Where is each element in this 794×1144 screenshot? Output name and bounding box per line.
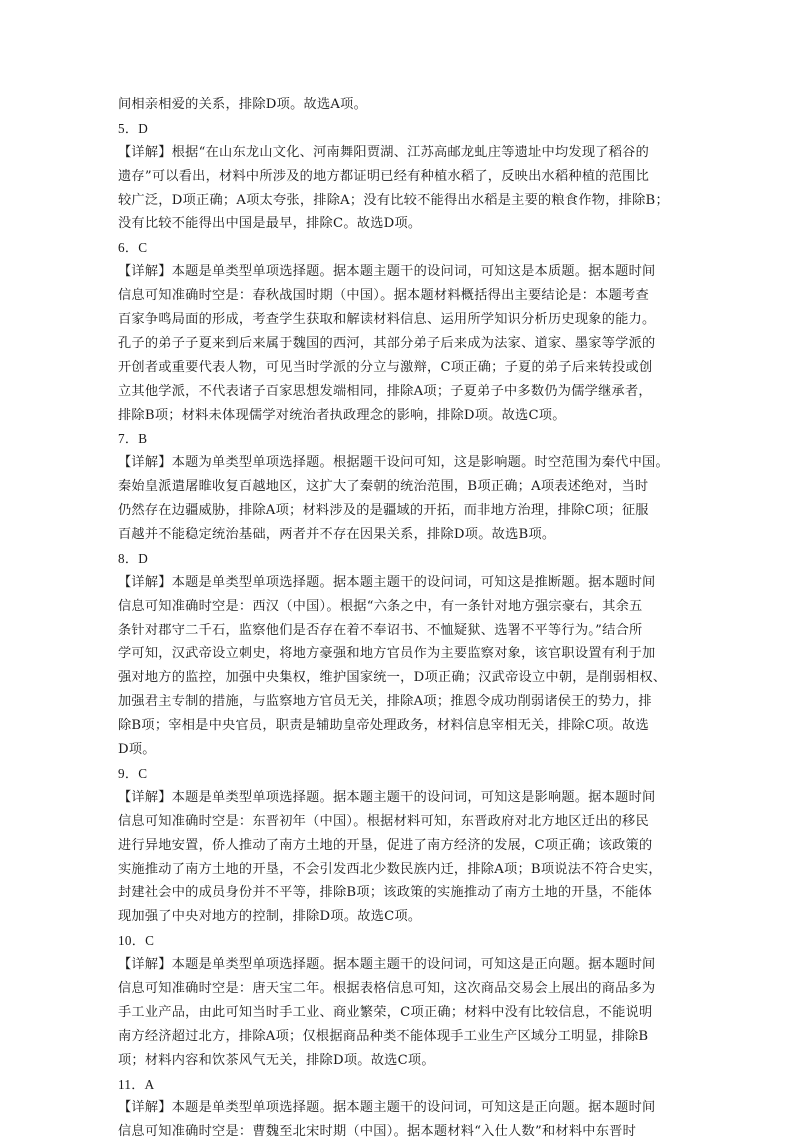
text-line: 孔子的弟子子夏来到后来属于魏国的西河，其部分弟子后来成为法家、道家、墨家等学派的 [118, 335, 656, 351]
text-line: 【详解】根据“在山东龙山文化、河南舞阳贾湖、江苏高邮龙虬庄等遗址中均发现了稻谷的 [118, 144, 650, 160]
text-line: 强对地方的监控，加强中央集权，维护国家统一，D项正确；汉武帝设立中朝，是削弱相权、 [118, 670, 667, 686]
text-line: 【详解】本题为单类型单项选择题。根据题干设问可知，这是影响题。时空范围为秦代中国。 [118, 455, 669, 471]
text-line: 信息可知准确时空是：唐天宝二年。根据表格信息可知，这次商品交易会上展出的商品多为 [118, 980, 656, 996]
text-line: 【详解】本题是单类型单项选择题。据本题主题干的设问词，可知这是推断题。据本题时间 [118, 574, 656, 590]
text-line: 【详解】本题是单类型单项选择题。据本题主题干的设问词，可知这是本质题。据本题时间 [118, 264, 656, 280]
text-line: 较广泛，D项正确；A项太夸张，排除A；没有比较不能得出水稻是主要的粮食作物，排除B； [118, 192, 669, 208]
text-line: 【详解】本题是单类型单项选择题。据本题主题干的设问词，可知这是正向题。据本题时间 [118, 957, 656, 973]
text-line: 仍然存在边疆威胁，排除A项；材料涉及的是疆域的开拓，而非地方治理，排除C项；征服 [118, 503, 649, 519]
answer-number: 9．C [118, 765, 148, 781]
text-line: 【详解】本题是单类型单项选择题。据本题主题干的设问词，可知这是影响题。据本题时间 [118, 789, 656, 805]
text-line: 现加强了中央对地方的控制，排除D项。故选C项。 [118, 909, 422, 925]
text-line: 进行异地安置，侨人推动了南方土地的开垦，促进了南方经济的发展，C项正确；该政策的 [118, 837, 653, 853]
text-line: 封建社会中的成员身份并不平等，排除B项；该政策的实施推动了南方土地的开垦，不能体 [118, 885, 652, 901]
text-line: 信息可知准确时空是：曹魏至北宋时期（中国）。据本题材料“入仕人数”和材料中东晋时 [118, 1124, 637, 1140]
text-line: 遗存”可以看出，材料中所涉及的地方都证明已经有种植水稻了，反映出水稻种植的范围比 [118, 168, 650, 184]
answer-number: 5．D [118, 120, 149, 136]
text-line: 条针对郡守二千石，监察他们是否存在着不奉诏书、不恤疑狱、选署不平等行为。”结合所 [118, 622, 643, 638]
answer-number: 10．C [118, 933, 155, 949]
text-line: 学可知，汉武帝设立刺史，将地方豪强和地方官员作为主要监察对象，该官职设置有利于加 [118, 646, 656, 662]
text-line: 立其他学派，不代表诸子百家思想发端相同，排除A项；子夏弟子中多数仍为儒学继承者， [118, 383, 652, 399]
text-line: 【详解】本题是单类型单项选择题。据本题主题干的设问词，可知这是正向题。据本题时间 [118, 1100, 656, 1116]
text-line: 手工业产品，由此可知当时手工业、商业繁荣，C项正确；材料中没有比较信息，不能说明 [118, 1004, 653, 1020]
text-line: 南方经济超过北方，排除A项；仅根据商品种类不能体现手工业生产区域分工明显，排除B [118, 1028, 649, 1044]
text-line: 间相亲相爱的关系，排除D项。故选A项。 [118, 97, 368, 112]
text-line: 信息可知准确时空是：春秋战国时期（中国）。据本题材料概括得出主要结论是：本题考查 [118, 288, 649, 304]
text-line: 信息可知准确时空是：东晋初年（中国）。根据材料可知，东晋政府对北方地区迁出的移民 [118, 813, 649, 829]
text-line: 百越并不能稳定统治基础，两者并不存在因果关系，排除D项。故选B项。 [118, 527, 556, 543]
text-line: 除B项；宰相是中央官员，职责是辅助皇帝处理政务，材料信息宰相无关，排除C项。故选 [118, 718, 649, 734]
text-line: 开创者或重要代表人物，可见当时学派的分立与激辩，C项正确；子夏的弟子后来转投或创 [118, 359, 653, 375]
text-line: 排除B项；材料未体现儒学对统治者执政理念的影响，排除D项。故选C项。 [118, 407, 566, 423]
answer-number: 11．A [118, 1076, 155, 1092]
text-line: 百家争鸣局面的形成，考查学生获取和解读材料信息、运用所学知识分析历史现象的能力。 [118, 312, 656, 328]
answer-number: 8．D [118, 550, 149, 566]
text-line: 信息可知准确时空是：西汉（中国）。根据“六条之中，有一条针对地方强宗豪右，其余五 [118, 598, 643, 614]
document-page [118, 93, 678, 1144]
text-line: 实施推动了南方土地的开垦，不会引发西北少数民族内迁，排除A项；B项说法不符合史实， [118, 861, 662, 877]
answer-number: 7．B [118, 431, 148, 447]
text-line: D项。 [118, 742, 156, 758]
answer-number: 6．C [118, 240, 148, 256]
text-line: 项；材料内容和饮茶风气无关，排除D项。故选C项。 [118, 1052, 435, 1068]
text-line: 秦始皇派遣屠睢收复百越地区，这扩大了秦朝的统治范围，B项正确；A项表述绝对，当时 [118, 479, 649, 495]
text-line: 加强君主专制的措施，与监察地方官员无关，排除A项；推恩令成功削弱诸侯王的势力，排 [118, 694, 652, 710]
text-line: 没有比较不能得出中国是最早，排除C。故选D项。 [118, 216, 422, 232]
